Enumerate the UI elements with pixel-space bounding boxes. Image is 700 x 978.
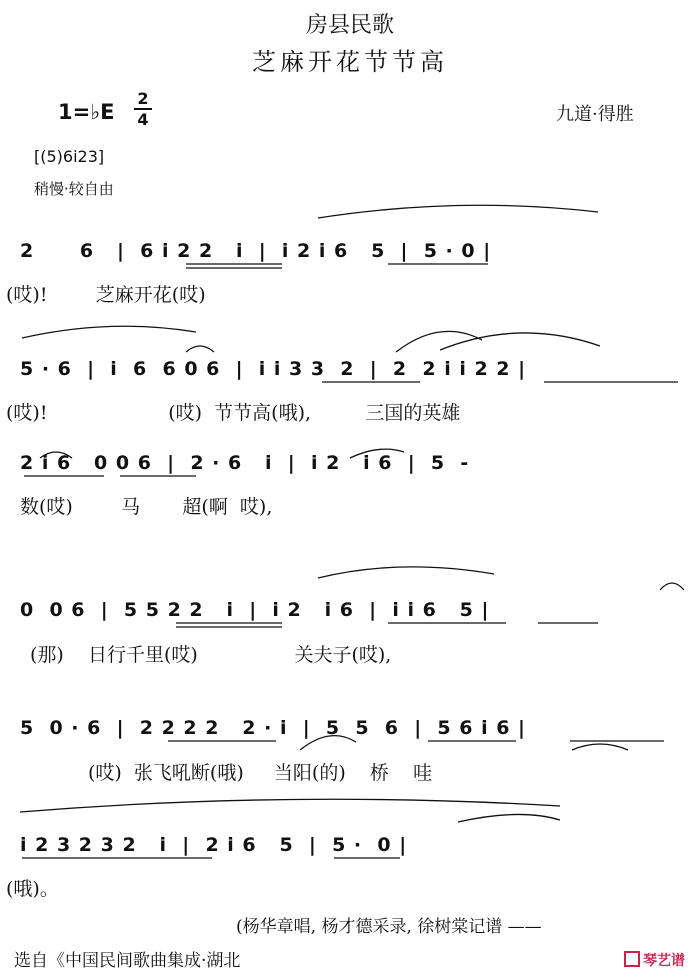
slur-mark: [318, 567, 494, 578]
source-citation: 选自《中国民间歌曲集成·湖北: [14, 951, 241, 971]
slur-mark: [660, 583, 684, 590]
time-numerator: 2: [137, 89, 149, 108]
time-denominator: 4: [137, 110, 149, 129]
key-signature: 1=♭E: [58, 100, 115, 124]
slur-mark: [350, 449, 404, 458]
slur-mark: [318, 205, 598, 218]
slur-mark: [22, 326, 196, 338]
lyrics-line-6: (哦)。: [6, 878, 59, 900]
intro-phrase: [(5)6i23]: [34, 147, 105, 166]
song-subtitle: 房县民歌: [305, 13, 394, 38]
slur-mark: [40, 452, 72, 458]
notation-line-5: 5 0 · 6 | 2 2 2 2 2 · i | 5 5 6 | 5 6 i 6 |: [20, 717, 526, 739]
logo-icon: [624, 951, 640, 967]
slur-mark: [186, 346, 214, 352]
slur-mark: [572, 744, 628, 750]
notation-line-2: 5 · 6 | i 6 6 0 6 | i i 3 3 2 | 2 2 i i 2 2 |: [20, 358, 527, 380]
notation-line-3: 2 i 6 0 0 6 | 2 · 6 i | i 2 i 6 | 5 -: [20, 452, 470, 474]
song-title: 芝麻开花节节高: [252, 48, 448, 76]
singer-credit: 九道·得胜: [556, 104, 634, 125]
tempo-marking: 稍慢·较自由: [34, 180, 114, 198]
lyrics-line-5: (哎) 张飞吼断(哦) 当阳(的) 桥 哇: [88, 762, 433, 784]
notation-line-4: 0 0 6 | 5 5 2 2 i | i 2 i 6 | i i 6 5 |: [20, 599, 490, 621]
notation-line-6: i 2 3 2 3 2 i | 2 i 6 5 | 5 · 0 |: [20, 834, 408, 856]
slur-mark: [440, 333, 600, 350]
notation-line-1: 2 6 | 6 i 2 2 i | i 2 i 6 5 | 5 · 0 |: [20, 240, 492, 262]
lyrics-line-2: (哎)! (哎) 节节高(哦), 三国的英雄: [6, 402, 461, 424]
slur-mark: [300, 736, 356, 750]
slur-mark: [458, 814, 560, 822]
lyrics-line-4: (那) 日行千里(哎) 关夫子(哎),: [30, 644, 392, 666]
lyrics-line-3: 数(哎) 马 超(啊 哎),: [20, 496, 273, 518]
logo-text: 琴艺谱: [643, 953, 685, 969]
recording-credit: (杨华章唱, 杨才德采录, 徐树棠记谱 ——: [236, 917, 542, 937]
slur-mark: [20, 799, 560, 812]
lyrics-line-1: (哎)! 芝麻开花(哎): [6, 284, 206, 306]
slur-mark: [396, 331, 482, 352]
site-logo: [624, 950, 685, 970]
